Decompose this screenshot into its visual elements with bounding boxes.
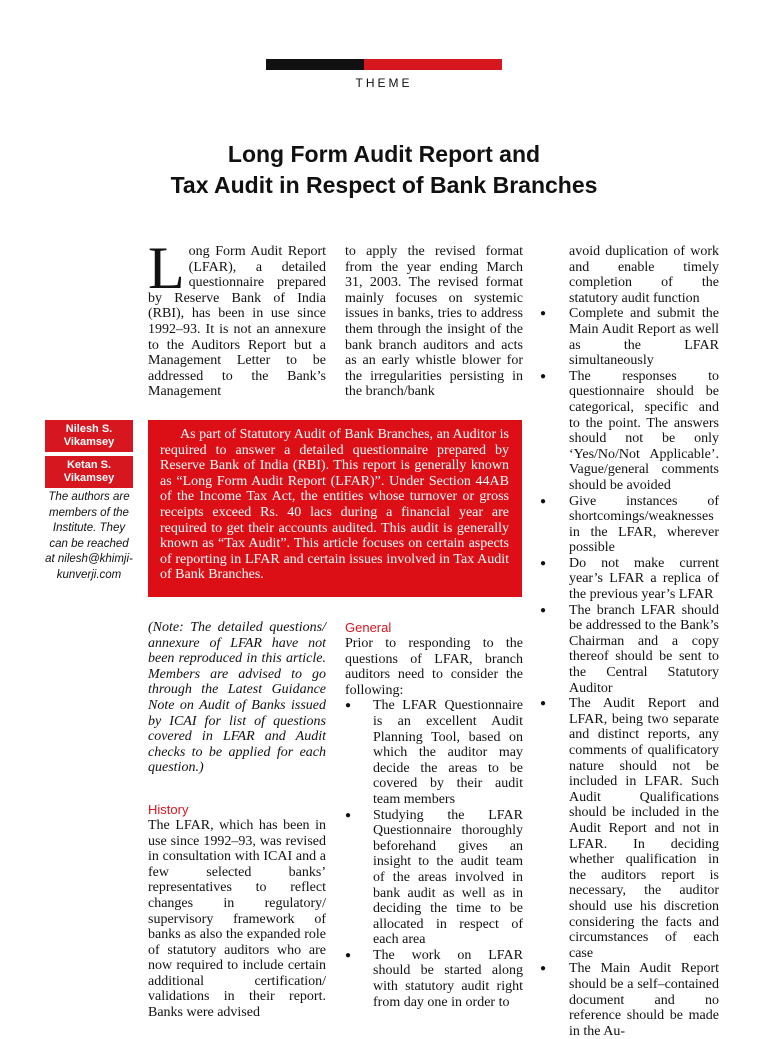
history-heading: History: [148, 801, 189, 817]
list-item: ● The Main Audit Report should be a self–contained document and no reference should be made in the Au-: [540, 961, 719, 1039]
general-heading: General: [345, 620, 392, 635]
list-item: ● Give instances of shortcomings/weaknesses in the LFAR, wherever possible: [540, 494, 719, 556]
header-bar-black: [266, 59, 364, 70]
intro-column-2: [345, 244, 523, 400]
author-note: The authors are members of the Institute. They can be reached at nilesh@khimji-kunverji.com: [45, 491, 133, 581]
header-color-bar: [266, 59, 502, 70]
list-item: ● Do not make current year’s LFAR a replica of the previous year’s LFAR: [540, 556, 719, 603]
general-bullet-list: [345, 698, 523, 1010]
col3-bullet-list: [540, 306, 719, 1039]
title-line-2: Tax Audit in Respect of Bank Branches: [170, 172, 598, 198]
right-column: [540, 244, 719, 1039]
general-column: [345, 620, 523, 1010]
list-item: ● Studying the LFAR Questionnaire thoroughly beforehand gives an insight to the audit team of the areas involved in bank audit as well as in deciding the time to be allocated in respect of each area: [345, 808, 523, 948]
intro-text-col2: to apply the revised format from the year ending March 31, 2003. The revised format mainly focuses on systemic issues in banks, tries to address them through the insight of the bank branch auditors and acts as an early whistle blower for the irregularities persisting in the branch/bank: [345, 244, 523, 400]
author-name-1: Nilesh S. Vikamsey: [45, 420, 133, 452]
list-item: ● The work on LFAR should be started along with statutory audit right from day one in order to: [345, 948, 523, 1010]
editor-note: (Note: The detailed questions/ annexure of LFAR have not been reproduced in this article. Members are advised to go through the Latest Guidance Note on Audit of Banks issued by ICAI for list of questions covered in LFAR and Audit checks to be applied for each question.): [148, 620, 326, 776]
col3-lead-text: avoid duplication of work and enable timely completion of the statutory audit function: [569, 244, 719, 306]
callout-text: As part of Statutory Audit of Bank Branches, an Auditor is required to answer a detailed questionnaire prepared by Reserve Bank of India (RBI). This report is generally known as “Long Form Audit Report (LFAR)”. Under Section 44AB of the Income Tax Act, the entities whose turnover or gross receipts exceed Rs. 40 lacs during a financial year are required to get their accounts audited. This audit is generally known as “Tax Audit”. This article focuses on certain aspects of reporting in LFAR and certain issues involved in Tax Audit of Bank Branches.: [160, 427, 509, 583]
list-item: ● The Audit Report and LFAR, being two separate and distinct reports, any comments of qualificatory nature should not be included in LFAR. Such Audit Qualifications should be included in the Audit Report and not in LFAR. In deciding whether qualification in the auditors report is necessary, the auditor should use his discretion considering the facts and circumstances of each case: [540, 696, 719, 961]
intro-column-1: [148, 235, 326, 400]
general-text: Prior to responding to the questions of LFAR, branch auditors need to consider the following:: [345, 636, 523, 698]
note-column: [148, 620, 326, 1021]
history-text: The LFAR, which has been in use since 1992–93, was revised in consultation with ICAI and a few selected banks’ representatives to reflect changes in regulatory/ supervisory framework of banks as also the expanded role of statutory auditors who are now required to include certain additional certification/ validations in their report. Banks were advised: [148, 817, 326, 1021]
author-name-2: Ketan S. Vikamsey: [45, 456, 133, 488]
list-item: ● The responses to questionnaire should be categorical, specific and to the point. The answers should not be only ‘Yes/No/Not Applicable’. Vague/general comments should be avoided: [540, 369, 719, 494]
section-label: THEME: [355, 76, 413, 90]
title-line-1: Long Form Audit Report and: [227, 141, 541, 167]
intro-text-col1: ong Form Audit Report (LFAR), a detailed questionnaire prepared by Reserve Bank of India (RBI), has been in use since 1992–93. It is not an annexure to the Auditors Report but a Management Letter to be addressed to the Bank’s Management: [148, 244, 326, 400]
list-item: ● The LFAR Questionnaire is an excellent Audit Planning Tool, based on which the auditor may decide the areas to be covered by their audit team members: [345, 698, 523, 807]
summary-callout: [148, 420, 522, 597]
list-item: ● Complete and submit the Main Audit Report as well as the LFAR simultaneously: [540, 306, 719, 368]
list-item: ● The branch LFAR should be addressed to the Bank’s Chairman and a copy thereof should be sent to the Central Statutory Auditor: [540, 603, 719, 697]
drop-cap: L: [148, 235, 185, 301]
header-bar-red: [364, 59, 502, 70]
article-title: [130, 139, 638, 201]
